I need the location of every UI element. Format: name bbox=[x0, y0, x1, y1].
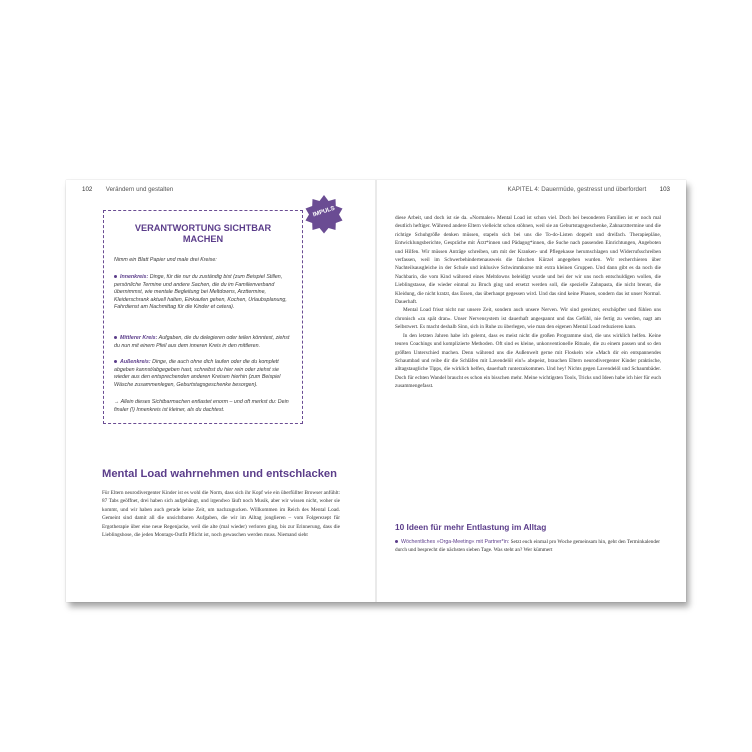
item-term: Mittlerer Kreis: bbox=[120, 335, 158, 341]
right-running-header bbox=[507, 186, 670, 193]
section-heading-10-ideen: 10 Ideen für mehr Entlastung im Alltag bbox=[395, 522, 547, 532]
item-term: Außenkreis: bbox=[120, 359, 151, 365]
paragraph-text: Für Eltern neurodivergenter Kinder ist es wohl die Norm, dass sich ihr Kopf wie ein überfüllter Browser anfühlt: 87 Tabs geöffnet, drei haben sich aufgehängt, und irgendwo läuft noch Musik, aber wir wissen nicht, woher sie kommt, und wir haben auch gerade keine Zeit, um nachzugucken. Willkommen im Reich des Mental Load. Gemeint sind damit all die unsichtbaren Aufgaben, die wir im Alltag jonglieren – vom Folgerezept für Ergotherapie über eine neue Regenjacke, weil die alte (mal wieder) verloren ging, bis zur Erinnerung, dass die Lieblingshose, die jeden Montags-Outfit Pflicht ist, noch gewaschen werden muss. Niemand sieht bbox=[102, 490, 340, 539]
impulse-intro: Nimm ein Blatt Papier und male drei Kreise: bbox=[114, 257, 217, 263]
right-page bbox=[377, 180, 686, 602]
impulse-box-title: VERANTWORTUNG SICHTBAR MACHEN bbox=[134, 223, 272, 244]
impulse-item-aussenkreis bbox=[114, 359, 294, 389]
impulse-box bbox=[103, 210, 303, 424]
item-text: Aufgaben, die du delegieren oder teilen könntest, ziehst du nun mit einem Pfeil aus dem inneren Kreis in den mittleren. bbox=[114, 335, 290, 349]
section-heading-mental-load: Mental Load wahrnehmen und entschlacken bbox=[102, 468, 337, 480]
bullet-dot bbox=[114, 336, 117, 339]
item-text: Dinge, für die nur du zuständig bist (zum Beispiel Stillen, persönliche Termine und andere Sachen, die du im Familienverband übernimmst, wie mentale Begleitung bei Meltdowns, Arzttermine, Kleiderschrank aktuell halten, Einkaufen gehen, Kochen, Urlaubsplanung, Fahrdienst am Nachmittag für die Kinder et cetera). bbox=[114, 274, 287, 310]
impulse-item-innenkreis bbox=[114, 274, 294, 312]
item-text: Dinge, die auch ohne dich laufen oder die du komplett abgeben kannst/abgegeben hast, schreibst du hier rein oder ziehst sie wieder aus den entsprechenden anderen Kreisen hierhin (zum Beispiel Wäsche zusammenlegen, Geburtstagsgeschenke besorgen). bbox=[114, 359, 281, 388]
bullet-dot bbox=[114, 360, 117, 363]
book-spread bbox=[66, 180, 686, 602]
left-running-header bbox=[82, 186, 173, 193]
left-page bbox=[66, 180, 376, 602]
idea-label: Wöchentliches »Orga-Meeting« mit Partner*in: bbox=[401, 539, 510, 545]
impulse-item-mittlerer-kreis bbox=[114, 335, 294, 350]
paragraph-3: In den letzten Jahren habe ich gelernt, dass es meist nicht die großen Programme sind, die uns wirklich helfen. Keine teuren Coachings und komplizierte Methoden. Oft sind es kleine, unkonventionelle Rituale, die zu einem passen und so den größten Unterschied machen. Denn während uns die Außenwelt gerne mit Floskeln wie »Mach dir ein entspannendes Schaumbad und reibe dir die Schläfen mit Lavendelöl ein!« abspeist, brauchen Eltern neurodivergenter Kinder praktische, alltagstaugliche Tipps, die wirklich helfen, dauerhaft runterzukommen. Und hey! Nichts gegen Lavendelöl und Schaumbäder. Doch für echten Wandel braucht es schon ein bisschen mehr. Meine wichtigsten Tools, Tricks und Ideen habe ich hier für euch zusammengefasst. bbox=[395, 332, 661, 390]
right-page-number: 103 bbox=[659, 186, 670, 193]
paragraph-1: diese Arbeit, und doch ist sie da. »Normaler« Mental Load ist schon viel. Doch bei besonderen Familien ist er noch mal deutlich heftiger. Während andere Eltern vielleicht schon stöhnen, weil sie an Geburtstagsgeschenke, Zahnarzttermine und die richtige Schuhgröße denken müssen, stapeln sich bei uns die To-do-Listen doppelt und dreifach. Therapiepläne, Entwicklungsberichte, Gespräche mit Ärzt*innen und Pädagog*innen, die Suche nach passenden Einrichtungen, Angeboten und Hilfen. Wir müssen Anträge schreiben, um mit der Kranken- und Pflegekasse herumschlagen und Widerrufsschreiben verfassen, weil im Schwerbehindertenausweis die falschen Kürzel angegeben wurden. Wir recherchieren über Nachteilsausgleiche in der Schule und inklusive Schwimmkurse mit extra kleinen Gruppen. Und dann gibt es da noch die Nachbarin, die vom Kind während eines Meltdowns beleidigt wurde und bei der wir uns noch entschuldigen wollen, die Lieblingstasse, die wieder einmal zu Bruch ging und ersetzt werden soll, die spezielle Zahnpasta, die nicht brennt, die Kleidung, die nicht kratzt, das Essen, das überhaupt gegessen wird. Und das sind keine Phasen, sondern das ist unser Normal. Dauerhaft. bbox=[395, 215, 661, 306]
bullet-dot bbox=[395, 540, 398, 543]
left-running-head: Verändern und gestalten bbox=[105, 186, 174, 193]
idea-text: Setzt euch einmal pro Woche gemeinsam hin, geht den Terminkalender durch und besprecht die nächsten sieben Tage. Was steht an? Wer kümmert bbox=[395, 539, 661, 554]
bullet-dot bbox=[114, 275, 117, 278]
left-page-number: 102 bbox=[82, 186, 93, 193]
paragraph-2: Mental Load frisst nicht nur unsere Zeit, sondern auch unsere Nerven. Wir sind gereizter, erschöpfter und fühlen uns chronisch »zu spät dran«. Unser Nervensystem ist dauerhaft angespannt und das Gefühl, nie fertig zu werden, nagt am Selbstwert. Es macht deshalb Sinn, sich in Ruhe zu überlegen, wie man den eigenen Mental Load reduzieren kann. bbox=[395, 307, 661, 331]
impulse-badge-label: IMPULS bbox=[312, 205, 336, 219]
impulse-note: → Allein dieses Sichtbarmachen entlastet enorm – und oft merkst du: Dein finaler (!) Innenkreis ist kleiner, als du dachtest. bbox=[114, 399, 289, 413]
idea-list-item bbox=[395, 538, 661, 555]
left-body-paragraph bbox=[102, 489, 340, 539]
right-body-text bbox=[395, 214, 661, 391]
item-term: Innenkreis: bbox=[120, 274, 149, 280]
right-running-head: KAPITEL 4: Dauermüde, gestresst und überfordert bbox=[507, 186, 647, 193]
